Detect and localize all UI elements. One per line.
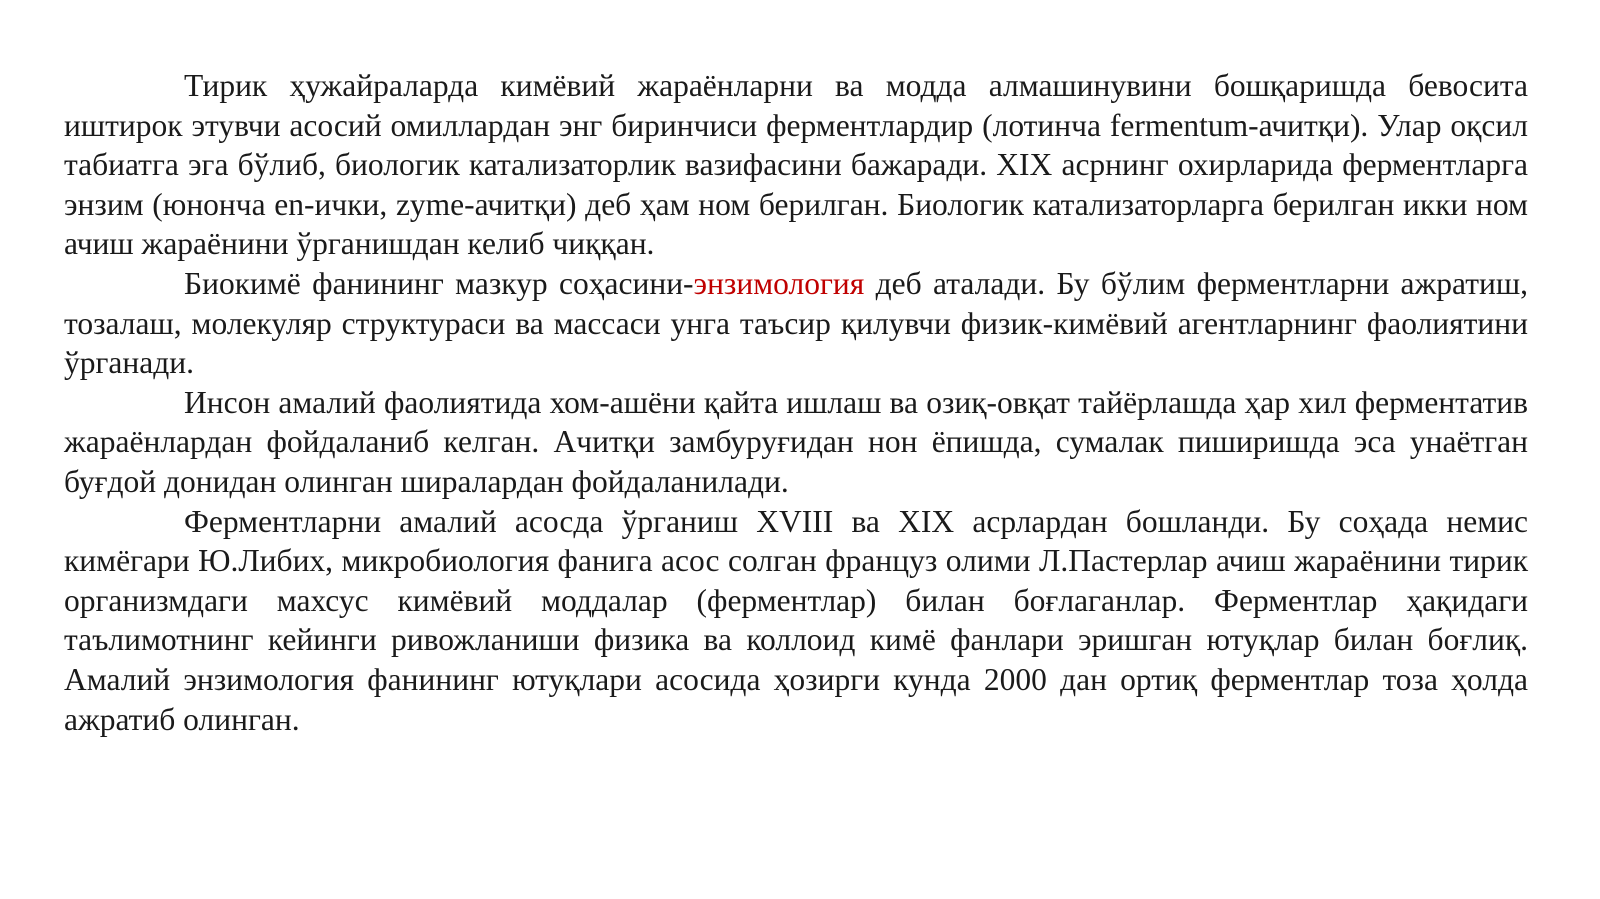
paragraph-2-text-before: Биокимё фанининг мазкур соҳасини- [184, 265, 694, 301]
document-body [64, 66, 1528, 739]
paragraph-1: Тирик ҳужайраларда кимёвий жараёнларни ва модда алмашинувини бошқаришда бевосита иштирок этувчи асосий омиллардан энг биринчиси ферментлардир (лотинча fermentum-ачитқи). Улар оқсил табиатга эга бўлиб, биологик катализаторлик вазифасини бажаради. XIX асрнинг охирларида ферментларга энзим (юнонча en-ички, zyme-ачитқи) деб ҳам ном берилган. Биологик катализаторларга берилган икки ном ачиш жараёнини ўрганишдан келиб чиққан. [64, 68, 1528, 262]
paragraph-4: Ферментларни амалий асосда ўрганиш XVIII ва XIX асрлардан бошланди. Бу соҳада немис кимёгари Ю.Либих, микробиология фанига асос солган француз олими Л.Пастерлар ачиш жараёнини тирик организмдаги махсус кимёвий моддалар (ферментлар) билан боғлаганлар. Ферментлар ҳақидаги таълимотнинг кейинги ривожланиши физика ва коллоид кимё фанлари эришган ютуқлар билан боғлиқ. Амалий энзимология фанининг ютуқлари асосида ҳозирги кунда 2000 дан ортиқ ферментлар тоза ҳолда ажратиб олинган. [64, 503, 1528, 737]
highlighted-term: энзимология [693, 265, 865, 301]
paragraph-3: Инсон амалий фаолиятида хом-ашёни қайта ишлаш ва озиқ-овқат тайёрлашда ҳар хил ферментатив жараёнлардан фойдаланиб келган. Ачитқи замбуруғидан нон ёпишда, сумалак пиширишда эса унаётган буғдой донидан олинган ширалардан фойдаланилади. [64, 384, 1528, 499]
paragraph-2-text-after: деб аталади. Бу бўлим ферментларни ажратиш, тозалаш, молекуляр структураси ва массаси унга таъсир қилувчи физик-кимёвий агентларнинг фаолиятини ўрганади. [64, 265, 1528, 381]
paragraph-2 [64, 264, 1528, 383]
